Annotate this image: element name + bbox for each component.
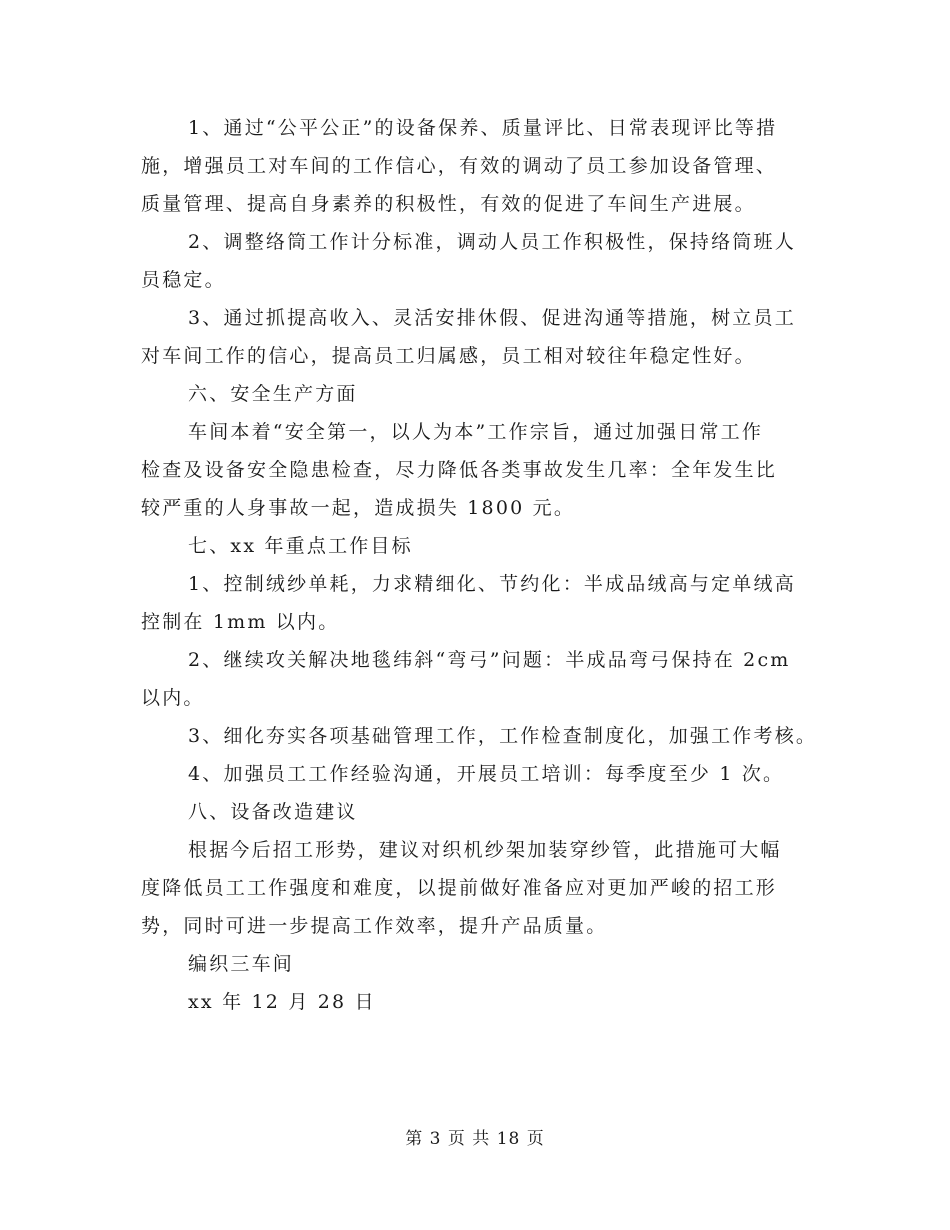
text-line: 以内。 bbox=[141, 687, 205, 709]
text-line: 3、通过抓提高收入、灵活安排休假、促进沟通等措施，树立员工 bbox=[188, 307, 796, 329]
text-line: 施，增强员工对车间的工作信心，有效的调动了员工参加设备管理、 bbox=[141, 155, 778, 177]
text-line: 员稳定。 bbox=[141, 269, 226, 291]
text-line: 控制在 1mm 以内。 bbox=[141, 611, 340, 633]
text-line: 检查及设备安全隐患检查，尽力降低各类事故发生几率：全年发生比 bbox=[141, 459, 778, 481]
text-line: 较严重的人身事故一起，造成损失 1800 元。 bbox=[141, 497, 576, 519]
signature-department: 编织三车间 bbox=[188, 953, 295, 975]
page-number-footer: 第 3 页 共 18 页 bbox=[405, 1129, 545, 1149]
section-heading: 八、设备改造建议 bbox=[188, 801, 358, 823]
text-line: 根据今后招工形势，建议对织机纱架加装穿纱管，此措施可大幅 bbox=[188, 839, 782, 861]
text-line: 势，同时可进一步提高工作效率，提升产品质量。 bbox=[141, 915, 608, 937]
text-line: 质量管理、提高自身素养的积极性，有效的促进了车间生产进展。 bbox=[141, 193, 756, 215]
text-line: 2、调整络筒工作计分标准，调动人员工作积极性，保持络筒班人 bbox=[188, 231, 796, 253]
signature-date: xx 年 12 月 28 日 bbox=[188, 991, 376, 1013]
section-heading: 七、xx 年重点工作目标 bbox=[188, 535, 413, 557]
text-line: 度降低员工工作强度和难度，以提前做好准备应对更加严峻的招工形 bbox=[141, 877, 778, 899]
text-line: 4、加强员工工作经验沟通，开展员工培训：每季度至少 1 次。 bbox=[188, 763, 785, 785]
text-line: 对车间工作的信心，提高员工归属感，员工相对较往年稳定性好。 bbox=[141, 345, 756, 367]
text-line: 1、通过“公平公正”的设备保养、质量评比、日常表现评比等措 bbox=[188, 117, 778, 139]
text-line: 2、继续攻关解决地毯纬斜“弯弓”问题：半成品弯弓保持在 2cm bbox=[188, 649, 791, 671]
section-heading: 六、安全生产方面 bbox=[188, 383, 358, 405]
text-line: 1、控制绒纱单耗，力求精细化、节约化：半成品绒高与定单绒高 bbox=[188, 573, 796, 595]
text-line: 3、细化夯实各项基础管理工作，工作检查制度化，加强工作考核。 bbox=[188, 725, 818, 747]
text-line: 车间本着“安全第一，以人为本”工作宗旨，通过加强日常工作 bbox=[188, 421, 764, 443]
